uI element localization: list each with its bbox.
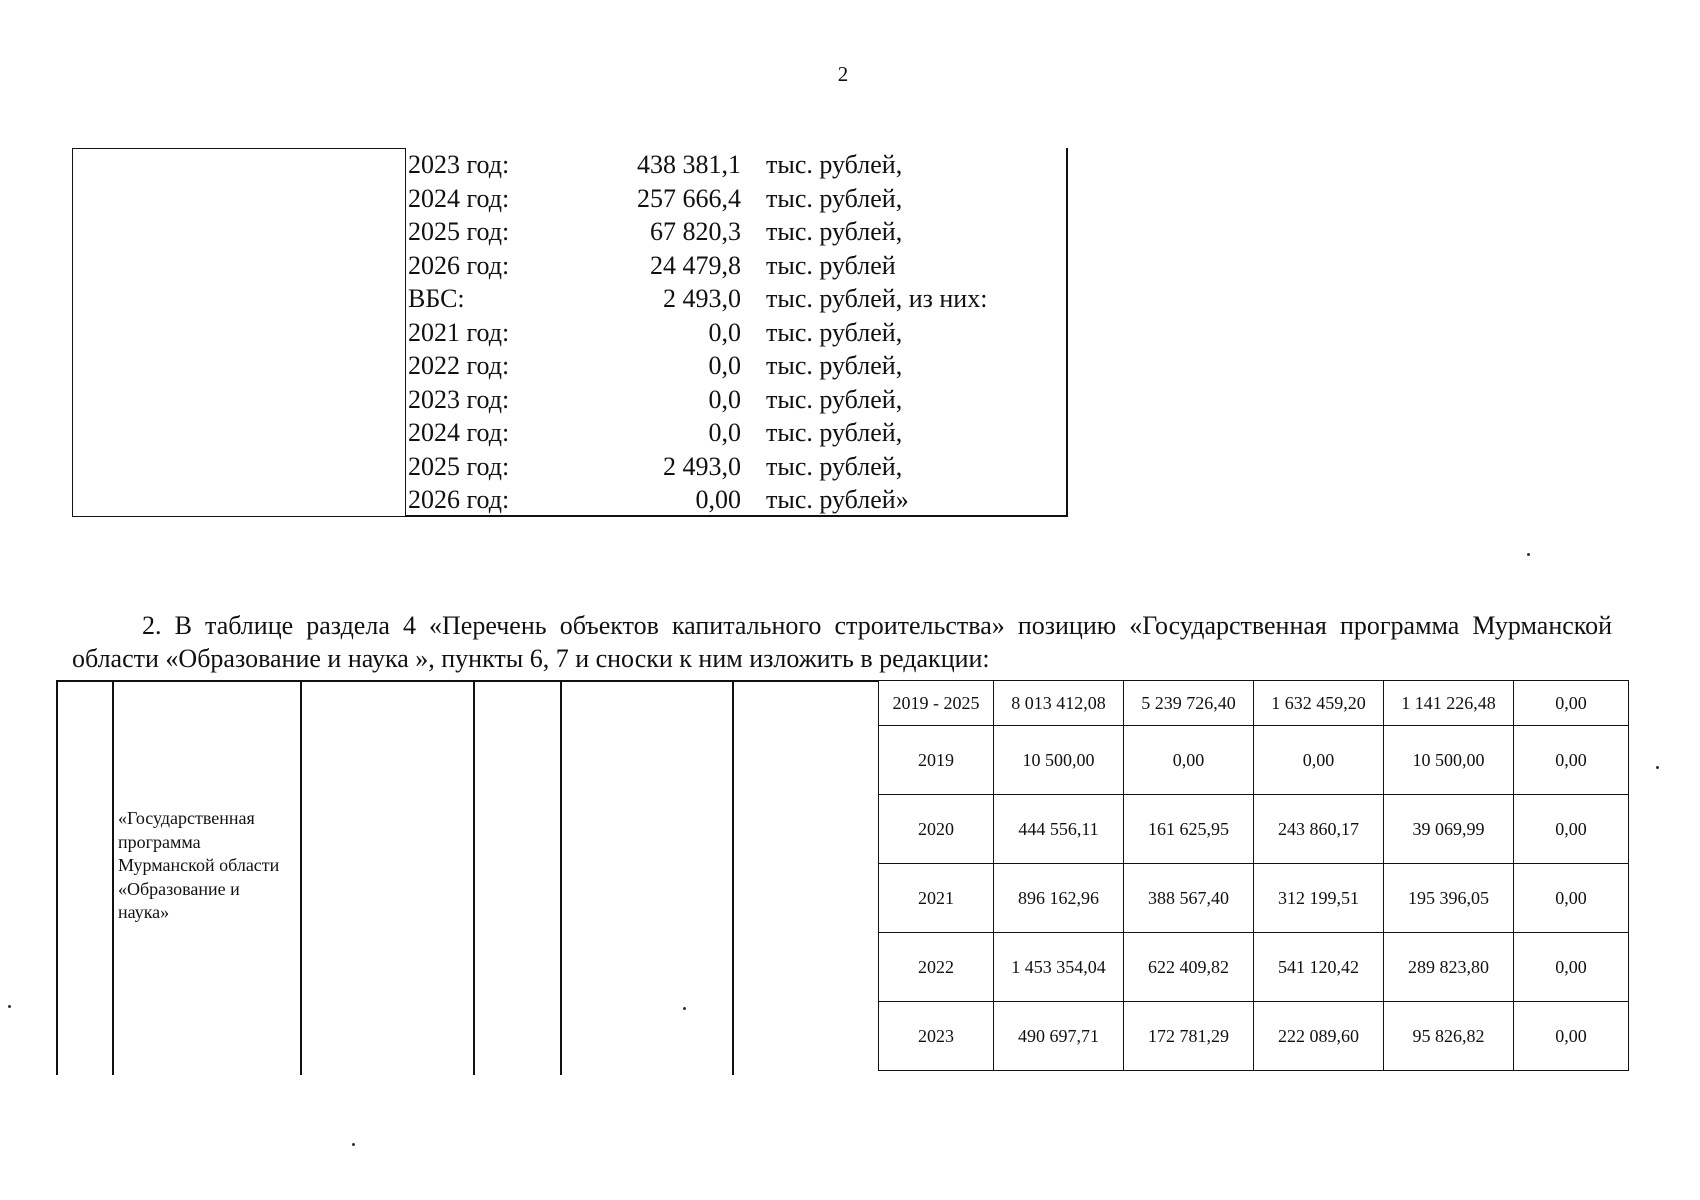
- amount-cell: 0,00: [1514, 681, 1629, 726]
- scan-speck: [352, 1143, 355, 1146]
- financing-amount: 0,0: [708, 351, 741, 380]
- amount-cell: 172 781,29: [1124, 1002, 1254, 1071]
- funding-table: [878, 680, 1629, 1071]
- total-cell: 896 162,96: [994, 864, 1124, 933]
- financing-amount: 0,0: [708, 418, 741, 447]
- financing-unit: тыс. рублей,: [766, 351, 903, 380]
- financing-unit: тыс. рублей,: [766, 384, 903, 414]
- year-cell: 2021: [879, 864, 994, 933]
- year-cell: 2019: [879, 726, 994, 795]
- financing-unit: тыс. рублей»: [766, 485, 909, 514]
- amount-cell: 195 396,05: [1384, 864, 1514, 933]
- financing-rows: [406, 148, 1066, 517]
- amount-cell: 0,00: [1514, 1002, 1629, 1071]
- financing-row: [406, 483, 1066, 517]
- amount-cell: 10 500,00: [1384, 726, 1514, 795]
- financing-unit: тыс. рублей: [766, 250, 896, 280]
- column-divider: [473, 680, 475, 1075]
- financing-amount: 438 381,1: [637, 150, 741, 179]
- column-divider: [732, 680, 734, 1075]
- financing-year-label: 2024 год:: [408, 418, 510, 447]
- financing-unit: тыс. рублей,: [766, 150, 903, 179]
- financing-unit: тыс. рублей,: [766, 183, 903, 213]
- total-cell: 8 013 412,08: [994, 681, 1124, 726]
- amount-cell: 0,00: [1514, 864, 1629, 933]
- total-cell: 444 556,11: [994, 795, 1124, 864]
- total-cell: 1 453 354,04: [994, 933, 1124, 1002]
- amount-cell: 0,00: [1514, 933, 1629, 1002]
- amount-cell: 388 567,40: [1124, 864, 1254, 933]
- amount-cell: 95 826,82: [1384, 1002, 1514, 1071]
- table-row: [879, 726, 1629, 795]
- financing-label-cell: [72, 148, 406, 517]
- scan-speck: [8, 1005, 11, 1008]
- table-row: [879, 864, 1629, 933]
- column-divider: [56, 680, 58, 1075]
- amount-cell: 161 625,95: [1124, 795, 1254, 864]
- table-row: [879, 795, 1629, 864]
- amount-cell: 222 089,60: [1254, 1002, 1384, 1071]
- amount-cell: 0,00: [1254, 726, 1384, 795]
- financing-row: [406, 182, 1066, 216]
- scan-speck: [1656, 766, 1659, 769]
- financing-year-label: 2022 год:: [408, 351, 510, 380]
- financing-row: [406, 215, 1066, 249]
- financing-amount: 67 820,3: [650, 217, 741, 246]
- financing-amount: 2 493,0: [663, 284, 741, 313]
- column-divider: [560, 680, 562, 1075]
- financing-source-label: ВБС:: [408, 284, 465, 313]
- financing-unit: тыс. рублей, из них:: [766, 284, 988, 313]
- financing-row: [406, 148, 1066, 182]
- financing-unit: тыс. рублей,: [766, 317, 903, 347]
- amount-cell: 5 239 726,40: [1124, 681, 1254, 726]
- financing-row: [406, 416, 1066, 450]
- object-table-left-columns: [56, 680, 878, 1075]
- financing-row: [406, 249, 1066, 283]
- table-row: [879, 681, 1629, 726]
- amount-cell: 541 120,42: [1254, 933, 1384, 1002]
- amendment-paragraph: 2. В таблице раздела 4 «Перечень объектов капитального строительства» позицию «Государственная программа Мурманской области «Образование и наука », пункты 6, 7 и сноски к ним изложить в редакции:: [72, 611, 1612, 673]
- financing-year-label: 2025 год:: [408, 217, 510, 246]
- page-number: 2: [837, 62, 849, 86]
- financing-year-label: 2025 год:: [408, 451, 510, 481]
- amount-cell: 39 069,99: [1384, 795, 1514, 864]
- financing-year-label: 2023 год:: [408, 150, 510, 179]
- financing-year-label: 2023 год:: [408, 384, 510, 414]
- column-divider: [300, 680, 302, 1075]
- financing-block: [72, 148, 1067, 517]
- financing-amount: 0,0: [708, 384, 741, 414]
- column-divider: [112, 680, 114, 1075]
- table-row: [879, 933, 1629, 1002]
- financing-year-label: 2024 год:: [408, 183, 510, 213]
- amount-cell: 312 199,51: [1254, 864, 1384, 933]
- financing-amount: 24 479,8: [650, 250, 741, 280]
- financing-right-border: [1066, 148, 1068, 517]
- period-cell: 2019 - 2025: [879, 681, 994, 726]
- financing-amount: 0,0: [708, 317, 741, 347]
- financing-amount: 0,00: [695, 485, 741, 514]
- amount-cell: 0,00: [1514, 795, 1629, 864]
- financing-amount: 2 493,0: [663, 451, 741, 481]
- financing-row: [406, 450, 1066, 484]
- total-cell: 490 697,71: [994, 1002, 1124, 1071]
- financing-row: [406, 383, 1066, 417]
- amount-cell: 1 632 459,20: [1254, 681, 1384, 726]
- scan-speck: [1527, 553, 1530, 556]
- amount-cell: 243 860,17: [1254, 795, 1384, 864]
- financing-unit: тыс. рублей,: [766, 451, 903, 481]
- table-row: [879, 1002, 1629, 1071]
- financing-unit: тыс. рублей,: [766, 217, 903, 246]
- financing-row: [406, 349, 1066, 383]
- amount-cell: 0,00: [1124, 726, 1254, 795]
- program-name-cell: «Государственная программа Мурманской области «Образование и наука»: [118, 808, 280, 922]
- financing-amount: 257 666,4: [637, 183, 741, 213]
- year-cell: 2020: [879, 795, 994, 864]
- amount-cell: 289 823,80: [1384, 933, 1514, 1002]
- financing-row: [406, 282, 1066, 316]
- financing-row: [406, 316, 1066, 350]
- financing-year-label: 2021 год:: [408, 317, 510, 347]
- financing-year-label: 2026 год:: [408, 250, 510, 280]
- total-cell: 10 500,00: [994, 726, 1124, 795]
- financing-year-label: 2026 год:: [408, 485, 510, 514]
- amount-cell: 622 409,82: [1124, 933, 1254, 1002]
- amount-cell: 1 141 226,48: [1384, 681, 1514, 726]
- financing-unit: тыс. рублей,: [766, 418, 903, 447]
- year-cell: 2023: [879, 1002, 994, 1071]
- amount-cell: 0,00: [1514, 726, 1629, 795]
- scan-speck: [683, 1007, 686, 1010]
- year-cell: 2022: [879, 933, 994, 1002]
- table-top-border: [56, 680, 878, 682]
